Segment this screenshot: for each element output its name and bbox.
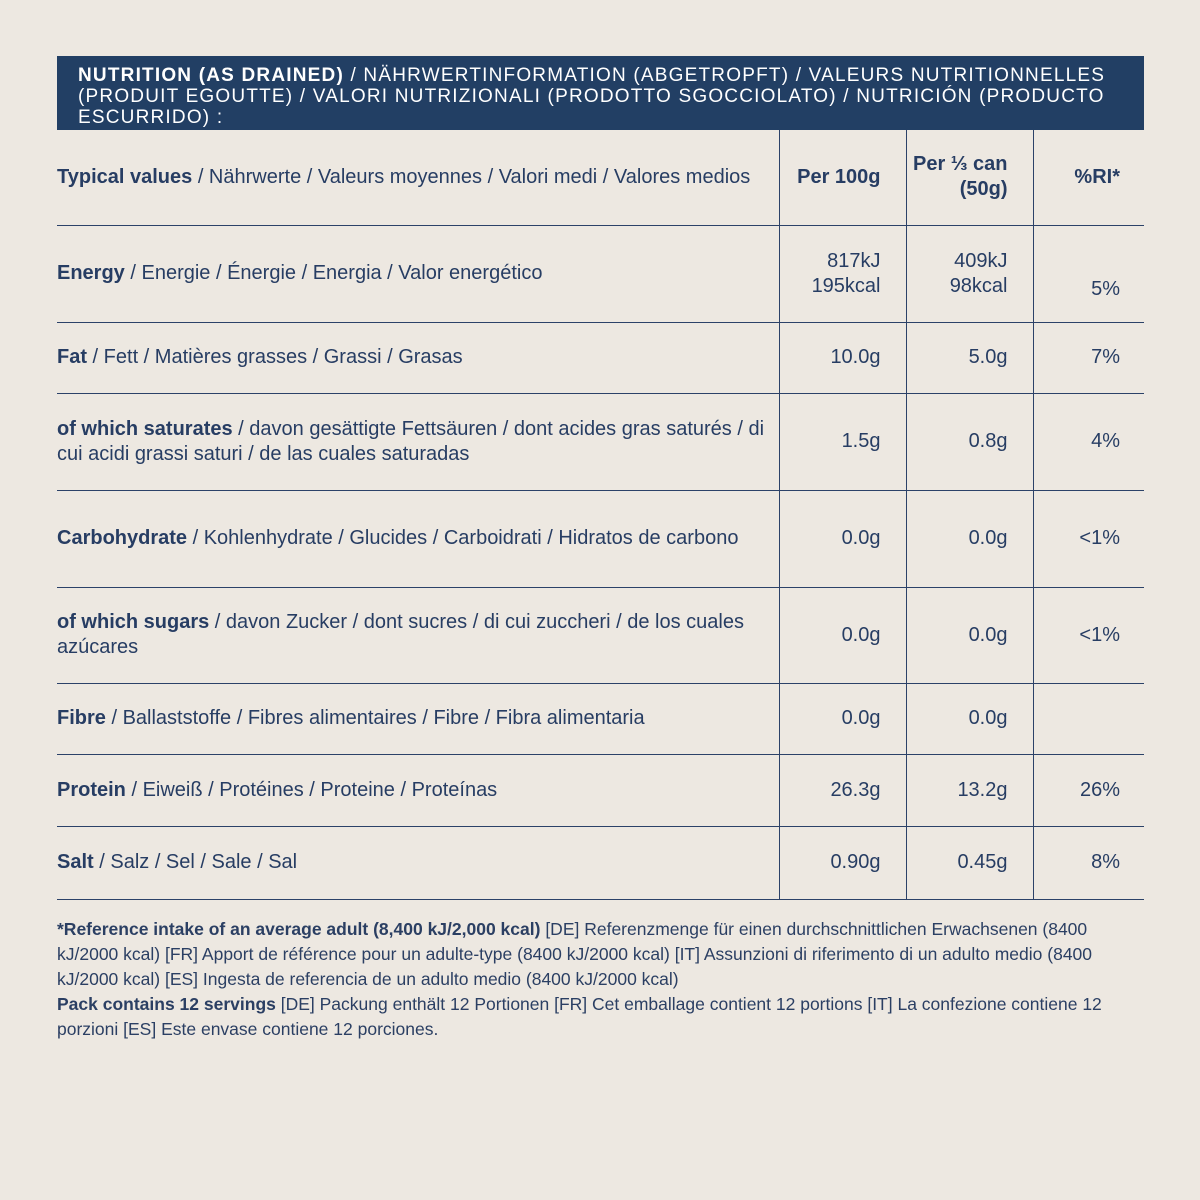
cell-ri: 8% xyxy=(1033,826,1144,899)
table-row-energy xyxy=(57,225,1144,322)
row-label: of which saturates / davon gesättigte Fettsäuren / dont acides gras saturés / di cui acidi grassi saturi / de las cuales saturadas xyxy=(57,393,779,490)
row-label: Salt / Salz / Sel / Sale / Sal xyxy=(57,826,779,899)
cell-ri xyxy=(1033,683,1144,754)
table-row-salt xyxy=(57,826,1144,899)
table-row-saturates xyxy=(57,393,1144,490)
cell-per-can: 0.0g xyxy=(906,587,1033,683)
footnote xyxy=(57,917,1147,1042)
cell-per-100g: 0.0g xyxy=(779,490,906,587)
cell-per-100g: 0.90g xyxy=(779,826,906,899)
reference-intake-note: *Reference intake of an average adult (8,400 kJ/2,000 kcal) [DE] Referenzmenge für einen durchschnittlichen Erwachsenen (8400 kJ/2000 kcal) [FR] Apport de référence pour un adulte-type (8400 kJ/2000 kcal) [IT] Assunzioni di riferimento di un adulto medio (8400 kJ/2000 kcal) [ES] Ingesta de referencia de un adulto medio (8400 kJ/2000 kcal) xyxy=(57,919,1093,989)
cell-per-100g: 0.0g xyxy=(779,683,906,754)
cell-ri: 4% xyxy=(1033,393,1144,490)
column-header-per-100g: Per 100g xyxy=(779,130,906,225)
row-label: Energy / Energie / Énergie / Energia / Valor energético xyxy=(57,225,779,322)
cell-per-can: 5.0g xyxy=(906,322,1033,393)
cell-per-100g: 26.3g xyxy=(779,754,906,826)
servings-note: Pack contains 12 servings [DE] Packung enthält 12 Portionen [FR] Cet emballage contient 12 portions [IT] La confezione contiene 12 porzioni [ES] Este envase contiene 12 porciones. xyxy=(57,994,1102,1039)
cell-per-can: 13.2g xyxy=(906,754,1033,826)
nutrition-table xyxy=(57,130,1144,900)
column-header-ri: %RI* xyxy=(1033,130,1144,225)
cell-per-can: 0.8g xyxy=(906,393,1033,490)
header-title-translations: / NÄHRWERTINFORMATION (ABGETROPFT) / VALEURS NUTRITIONNELLES (PRODUIT EGOUTTE) / VALORI NUTRIZIONALI (PRODOTTO SGOCCIOLATO) / NUTRICIÓN (PRODUCTO ESCURRIDO) : xyxy=(78,65,1106,128)
cell-ri: 7% xyxy=(1033,322,1144,393)
cell-per-100g: 1.5g xyxy=(779,393,906,490)
table-header-row xyxy=(57,130,1144,225)
cell-per-100g: 0.0g xyxy=(779,587,906,683)
cell-per-100g: 817kJ 195kcal xyxy=(779,225,906,322)
table-row-sugars xyxy=(57,587,1144,683)
cell-per-100g: 10.0g xyxy=(779,322,906,393)
table-row-fibre xyxy=(57,683,1144,754)
cell-per-can: 409kJ 98kcal xyxy=(906,225,1033,322)
row-label: Protein / Eiweiß / Protéines / Proteine / Proteínas xyxy=(57,754,779,826)
cell-ri: 5% xyxy=(1033,225,1144,322)
row-label: Fibre / Ballaststoffe / Fibres alimentaires / Fibre / Fibra alimentaria xyxy=(57,683,779,754)
column-header-typical-values: Typical values / Nährwerte / Valeurs moyennes / Valori medi / Valores medios xyxy=(57,130,779,225)
column-header-per-third-can: Per ⅓ can (50g) xyxy=(906,130,1033,225)
cell-ri: 26% xyxy=(1033,754,1144,826)
table-row-fat xyxy=(57,322,1144,393)
nutrition-header xyxy=(57,56,1144,130)
cell-per-can: 0.45g xyxy=(906,826,1033,899)
cell-ri: <1% xyxy=(1033,490,1144,587)
row-label: Carbohydrate / Kohlenhydrate / Glucides / Carboidrati / Hidratos de carbono xyxy=(57,490,779,587)
row-label: Fat / Fett / Matières grasses / Grassi / Grasas xyxy=(57,322,779,393)
cell-per-can: 0.0g xyxy=(906,683,1033,754)
row-label: of which sugars / davon Zucker / dont sucres / di cui zuccheri / de los cuales azúcares xyxy=(57,587,779,683)
table-row-carbohydrate xyxy=(57,490,1144,587)
cell-per-can: 0.0g xyxy=(906,490,1033,587)
cell-ri: <1% xyxy=(1033,587,1144,683)
table-row-protein xyxy=(57,754,1144,826)
header-title-bold: NUTRITION (AS DRAINED) xyxy=(78,65,344,86)
